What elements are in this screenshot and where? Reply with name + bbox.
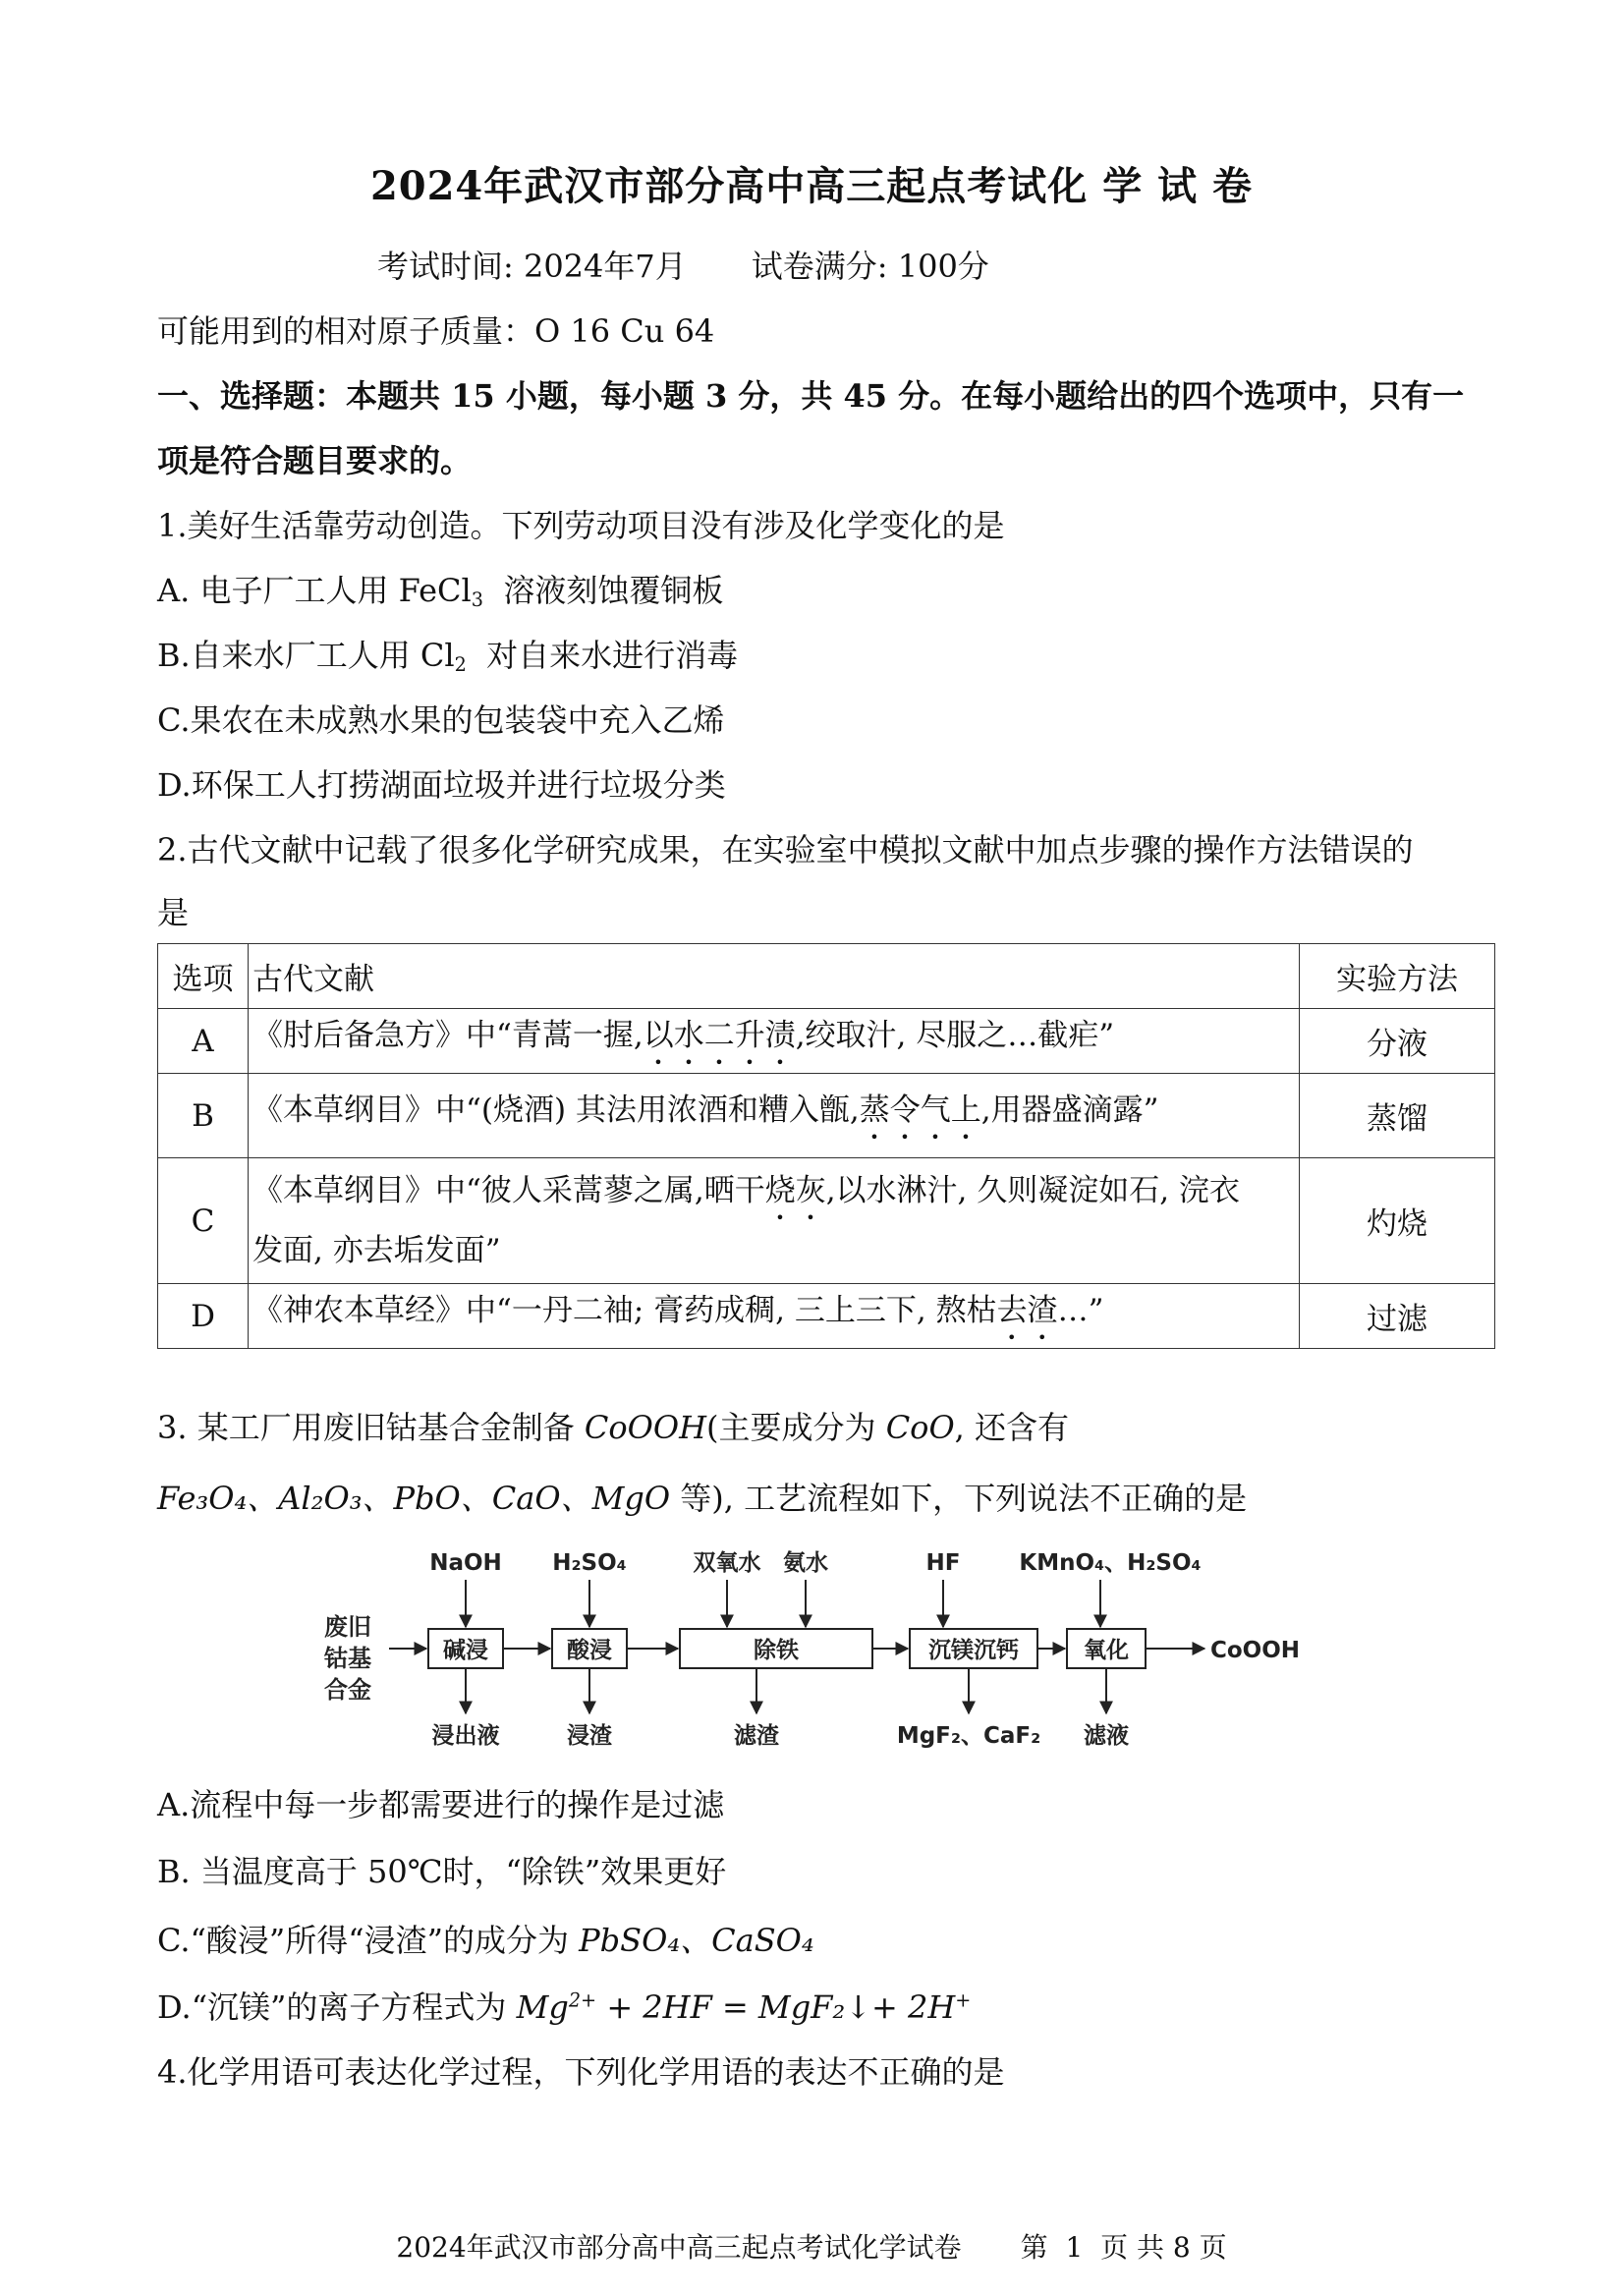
doc-text: 《肘后备急方》中“青蒿一握, (252, 1018, 644, 1053)
step-label: 氧化 (1084, 1638, 1129, 1663)
header-method: 实验方法 (1300, 944, 1495, 1009)
doc-text: 《神农本草经》中“一丹二袖; 膏药成稠, 三上三下, 熬枯 (252, 1293, 997, 1328)
doc-text: 《本草纲目》中“彼人采蒿蓼之属,晒干 (252, 1172, 765, 1208)
q3-d-charge-h: + (955, 1988, 972, 2012)
q2-table (157, 943, 1495, 1349)
table-row (158, 1284, 1495, 1349)
q3-text-mid: (主要成分为 (706, 1409, 886, 1446)
reagent-label: 双氧水 (693, 1550, 761, 1576)
q3-d-formula: Mg (516, 1988, 569, 2026)
row-document (249, 1009, 1300, 1074)
output-label: 浸渣 (567, 1723, 612, 1749)
reagent-label: H₂SO₄ (552, 1550, 627, 1576)
q1-b-text: B.自来水厂工人用 Cl (157, 637, 455, 674)
output-label: MgF₂、CaF₂ (896, 1723, 1041, 1749)
reagent-label: 氨水 (783, 1550, 828, 1576)
q3-d-charge: 2+ (568, 1988, 597, 2012)
q4-stem: 4.化学用语可表达化学过程，下列化学用语的表达不正确的是 (157, 2053, 1005, 2091)
q1-stem: 1.美好生活靠劳动创造。下列劳动项目没有涉及化学变化的是 (157, 507, 1005, 544)
dotted-step: 去渣 (996, 1293, 1058, 1328)
doc-text-post: ,绞取汁, 尽服之…截疟” (795, 1018, 1115, 1053)
doc-text-post: ,用器盛滴露” (980, 1092, 1159, 1128)
q3-option-d (157, 1983, 971, 2028)
exam-time: 考试时间: 2024年7月 (377, 248, 687, 285)
q3-impurity-formulas: Fe₃O₄、Al₂O₃、PbO、CaO、MgO (157, 1480, 671, 1517)
dotted-step: 烧灰 (764, 1172, 826, 1208)
header-option: 选项 (158, 944, 249, 1009)
step-label: 除铁 (754, 1638, 799, 1663)
product-label: CoOOH (1210, 1638, 1301, 1663)
footer-title: 2024年武汉市部分高中高三起点考试化学试卷 (396, 2231, 962, 2264)
q3-formula-coo: CoO (885, 1409, 955, 1446)
step-label: 沉镁沉钙 (928, 1638, 1019, 1663)
q1-a-text: A. 电子厂工人用 FeCl (157, 572, 472, 609)
exam-score: 试卷满分: 100分 (751, 248, 989, 285)
exam-meta (377, 242, 989, 287)
table-row (158, 1009, 1495, 1074)
row-option: B (158, 1074, 249, 1158)
reagent-label: HF (925, 1550, 961, 1576)
process-flow-diagram (314, 1540, 1307, 1768)
q1-b-text-post: 对自来水进行消毒 (466, 637, 739, 674)
page-number: 第 1 页 共 8 页 (1020, 2231, 1227, 2264)
row-method: 灼烧 (1300, 1158, 1495, 1284)
dotted-step: 以水二升渍 (643, 1018, 796, 1053)
row-option: C (158, 1158, 249, 1284)
q2-stem-line2: 是 (157, 894, 190, 931)
doc-text-post: ,以水淋汁, 久则凝淀如石, 浣衣 (825, 1172, 1240, 1208)
row-method: 分液 (1300, 1009, 1495, 1074)
input-line1: 废旧 (324, 1613, 371, 1641)
row-document (249, 1158, 1300, 1284)
header-document: 古代文献 (249, 944, 1300, 1009)
q1-option-c: C.果农在未成熟水果的包装袋中充入乙烯 (157, 701, 725, 739)
q3-c-formula: PbSO₄、CaSO₄ (579, 1922, 814, 1959)
step-label: 酸浸 (567, 1638, 612, 1663)
q3-d-text: D.“沉镁”的离子方程式为 (157, 1988, 517, 2026)
row-document (249, 1284, 1300, 1349)
q3-c-text: C.“酸浸”所得“浸渣”的成分为 (157, 1922, 580, 1959)
q3-text-post: 等), 工艺流程如下，下列说法不正确的是 (670, 1480, 1248, 1517)
dotted-step: 蒸令气上 (859, 1092, 981, 1128)
input-line2: 钴基 (324, 1645, 371, 1672)
q3-text: 3. 某工厂用废旧钴基合金制备 (157, 1409, 585, 1446)
q1-a-text-post: 溶液刻蚀覆铜板 (482, 572, 724, 609)
input-line3: 合金 (324, 1676, 371, 1704)
q3-option-c (157, 1916, 814, 1961)
q3-option-a: A.流程中每一步都需要进行的操作是过滤 (157, 1786, 725, 1823)
table-row (158, 1074, 1495, 1158)
table-row (158, 1158, 1495, 1284)
q3-d-formula-rest: + 2HF = MgF₂↓+ 2H (596, 1988, 956, 2026)
row-option: D (158, 1284, 249, 1349)
output-label: 浸出液 (431, 1723, 500, 1749)
q3-stem-line2 (157, 1474, 1247, 1519)
q1-option-b (157, 631, 738, 676)
row-method: 过滤 (1300, 1284, 1495, 1349)
row-option: A (158, 1009, 249, 1074)
output-label: 滤液 (1084, 1723, 1129, 1749)
q3-formula-coooh: CoOOH (584, 1409, 707, 1446)
row-document (249, 1074, 1300, 1158)
q1-a-sub: 3 (471, 588, 483, 611)
section-heading-line2: 项是符合题目要求的。 (157, 442, 473, 479)
doc-text-post: …” (1057, 1293, 1104, 1328)
reagent-label: NaOH (429, 1550, 502, 1576)
row-method: 蒸馏 (1300, 1074, 1495, 1158)
q3-stem-line1 (157, 1403, 1069, 1448)
table-header-row (158, 944, 1495, 1009)
section-heading-line1: 一、选择题：本题共 15 小题，每小题 3 分，共 45 分。在每小题给出的四个选项中，只有一 (157, 377, 1465, 415)
reagent-label: KMnO₄、H₂SO₄ (1019, 1550, 1202, 1576)
step-label: 碱浸 (443, 1638, 488, 1663)
atomic-mass-note: 可能用到的相对原子质量：O 16 Cu 64 (157, 312, 715, 350)
output-label: 滤渣 (734, 1723, 779, 1749)
q3-text-post: , 还含有 (954, 1409, 1070, 1446)
q3-option-b: B. 当温度高于 50℃时，“除铁”效果更好 (157, 1853, 727, 1890)
doc-text: 《本草纲目》中“(烧酒) 其法用浓酒和糟入甑, (252, 1092, 860, 1128)
q1-option-d: D.环保工人打捞湖面垃圾并进行垃圾分类 (157, 766, 726, 804)
doc-text-line2: 发面, 亦去垢发面” (252, 1232, 501, 1268)
q2-stem-line1: 2.古代文献中记载了很多化学研究成果，在实验室中模拟文献中加点步骤的操作方法错误的 (157, 831, 1414, 868)
q1-option-a (157, 566, 723, 611)
page-title: 2024年武汉市部分高中高三起点考试化 学 试 卷 (369, 163, 1254, 209)
q1-b-sub: 2 (454, 652, 467, 676)
page-footer (0, 2226, 1623, 2266)
